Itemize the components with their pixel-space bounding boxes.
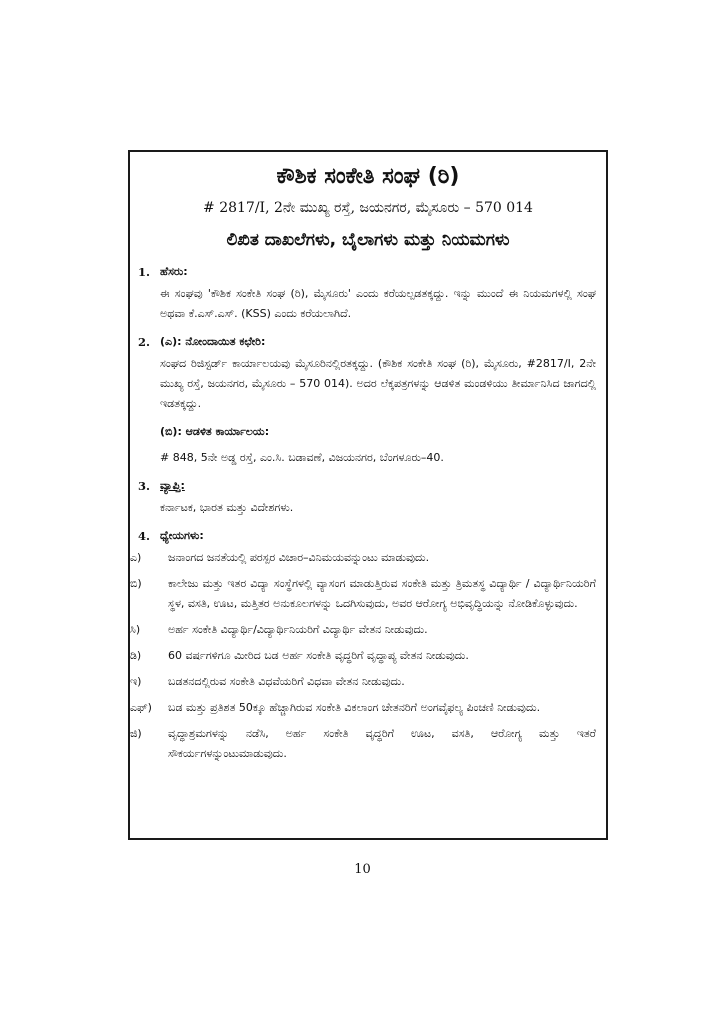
objective-item (130, 646, 596, 666)
section-4-heading (138, 526, 596, 548)
document-subtitle: ಲಿಖಿತ ದಾಖಲೆಗಳು, ಬೈಲಾಗಳು ಮತ್ತು ನಿಯಮಗಳು (226, 230, 510, 250)
objective-marker: ಸಿ) (130, 623, 141, 636)
section-number: 3. (138, 479, 151, 493)
objective-marker: ಇ) (130, 675, 142, 688)
objective-text: ಕಾಲೇಜು ಮತ್ತು ಇತರ ವಿದ್ಯಾ ಸಂಸ್ಥೆಗಳಲ್ಲಿ ವ್ಯಾಸಂಗ ಮಾಡುತ್ತಿರುವ ಸಂಕೇತಿ ಮತ್ತು ತ್ರಿಮತಸ್ಥ ವಿದ್ಯಾರ್ಥಿ / ವಿದ್ಯಾರ್ಥಿನಿಯರಿಗೆ ಸ್ಥಳ, ವಸತಿ, ಊಟ, ಮತ್ತಿತರ ಅನುಕೂಲಗಳನ್ನು ಒದಗಿಸುವುದು, ಅವರ ಆರೋಗ್ಯ ಅಭಿವೃದ್ಧಿಯನ್ನು ನೋಡಿಕೊಳ್ಳುವುದು. (168, 577, 596, 610)
section-number: 2. (138, 335, 151, 349)
section-2-heading (138, 332, 596, 354)
section-title: ಧ್ಯೇಯಗಳು: (160, 529, 204, 542)
section-2b-heading: (ಬಿ): ಆಡಳಿತ ಕಾರ್ಯಾಲಯ: (160, 425, 270, 438)
document-frame (128, 150, 608, 840)
document-body (130, 262, 596, 770)
objective-marker: ಜಿ) (130, 727, 142, 740)
objective-text: ಬಡ ಮತ್ತು ಪ್ರತಿಶತ 50ಕ್ಕೂ ಹೆಚ್ಚಾಗಿರುವ ಸಂಕೇತಿ ವಿಕಲಾಂಗ ಚೇತನರಿಗೆ ಅಂಗವೈಫಲ್ಯ ಪಿಂಚಣಿ ನೀಡುವುದು. (168, 701, 541, 714)
objective-marker: ಎಫ್) (130, 701, 152, 714)
document-title: ಕೌಶಿಕ ಸಂಕೇತಿ ಸಂಘ (ರಿ) (276, 164, 460, 189)
section-1-text: ಈ ಸಂಘವು 'ಕೌಶಿಕ ಸಂಕೇತಿ ಸಂಘ (ರಿ), ಮೈಸೂರು' ಎಂದು ಕರೆಯಲ್ಪಡತಕ್ಕದ್ದು. ಇನ್ನು ಮುಂದೆ ಈ ನಿಯಮಗಳಲ್ಲಿ ಸಂಘ ಅಥವಾ ಕೆ.ಎಸ್.ಎಸ್. (KSS) ಎಂದು ಕರೆಯಲಾಗಿದೆ. (160, 287, 596, 320)
section-number: 4. (138, 529, 151, 543)
objective-text: 60 ವರ್ಷಗಳಿಗೂ ಮೀರಿದ ಬಡ ಅರ್ಹ ಸಂಕೇತಿ ವೃದ್ಧರಿಗೆ ವೃದ್ಧಾಪ್ಯ ವೇತನ ನೀಡುವುದು. (168, 649, 469, 662)
page-number: 10 (354, 862, 371, 877)
objective-marker: ಎ) (130, 551, 142, 564)
objective-text: ಜನಾಂಗದ ಜನತೆಯಲ್ಲಿ ಪರಸ್ಪರ ವಿಚಾರ–ವಿನಿಮಯವನ್ನುಂಟು ಮಾಡುವುದು. (168, 551, 430, 564)
section-2a-text: ಸಂಘದ ರಿಜಿಸ್ಟರ್ಡ್ ಕಾರ್ಯಾಲಯವು ಮೈಸೂರಿನಲ್ಲಿರತಕ್ಕದ್ದು. (ಕೌಶಿಕ ಸಂಕೇತಿ ಸಂಘ (ರಿ), ಮೈಸೂರು, #2817/I, 2ನೇ ಮುಖ್ಯ ರಸ್ತೆ, ಜಯನಗರ, ಮೈಸೂರು – 570 014). ಅದರ ಲೆಕ್ಕಪತ್ರಗಳನ್ನು ಆಡಳಿತ ಮಂಡಳಿಯು ತೀರ್ಮಾನಿಸಿದ ಜಾಗದಲ್ಲಿ ಇಡತಕ್ಕದ್ದು. (160, 357, 596, 410)
objective-item (130, 698, 596, 718)
objective-item (130, 574, 596, 614)
section-3-heading (138, 476, 596, 498)
objective-marker: ಡಿ) (130, 649, 142, 662)
objective-marker: ಬಿ) (130, 577, 142, 590)
section-title: (ಎ): ನೋಂದಾಯಿತ ಕಛೇರಿ: (160, 335, 266, 348)
section-title: ಹೆಸರು: (160, 265, 188, 278)
objective-item (130, 620, 596, 640)
objective-item (130, 724, 596, 764)
section-3-text: ಕರ್ನಾಟಕ, ಭಾರತ ಮತ್ತು ವಿದೇಶಗಳು. (160, 501, 294, 514)
objective-text: ಬಡತನದಲ್ಲಿರುವ ಸಂಕೇತಿ ವಿಧವೆಯರಿಗೆ ವಿಧವಾ ವೇತನ ನೀಡುವುದು. (168, 675, 405, 688)
society-address: # 2817/I, 2ನೇ ಮುಖ್ಯ ರಸ್ತೆ, ಜಯನಗರ, ಮೈಸೂರು – 570 014 (203, 200, 533, 216)
section-title: ವ್ಯಾಪ್ತಿ: (160, 479, 185, 492)
objective-text: ವೃದ್ಧಾಶ್ರಮಗಳನ್ನು ನಡೆಸಿ, ಅರ್ಹ ಸಂಕೇತಿ ವೃದ್ಧರಿಗೆ ಊಟ, ವಸತಿ, ಆರೋಗ್ಯ ಮತ್ತು ಇತರೆ ಸೌಕರ್ಯಗಳನ್ನುಂಟುಮಾಡುವುದು. (168, 727, 596, 760)
objective-item (130, 548, 596, 568)
objective-item (130, 672, 596, 692)
section-number: 1. (138, 265, 151, 279)
section-1-heading (138, 262, 596, 284)
objective-text: ಅರ್ಹ ಸಂಕೇತಿ ವಿದ್ಯಾರ್ಥಿ/ವಿದ್ಯಾರ್ಥಿನಿಯರಿಗೆ ವಿದ್ಯಾರ್ಥಿ ವೇತನ ನೀಡುವುದು. (168, 623, 428, 636)
section-2b-text: # 848, 5ನೇ ಅಡ್ಡ ರಸ್ತೆ, ಎಂ.ಸಿ. ಬಡಾವಣೆ, ವಿಜಯನಗರ, ಬೆಂಗಳೂರು–40. (160, 451, 444, 464)
